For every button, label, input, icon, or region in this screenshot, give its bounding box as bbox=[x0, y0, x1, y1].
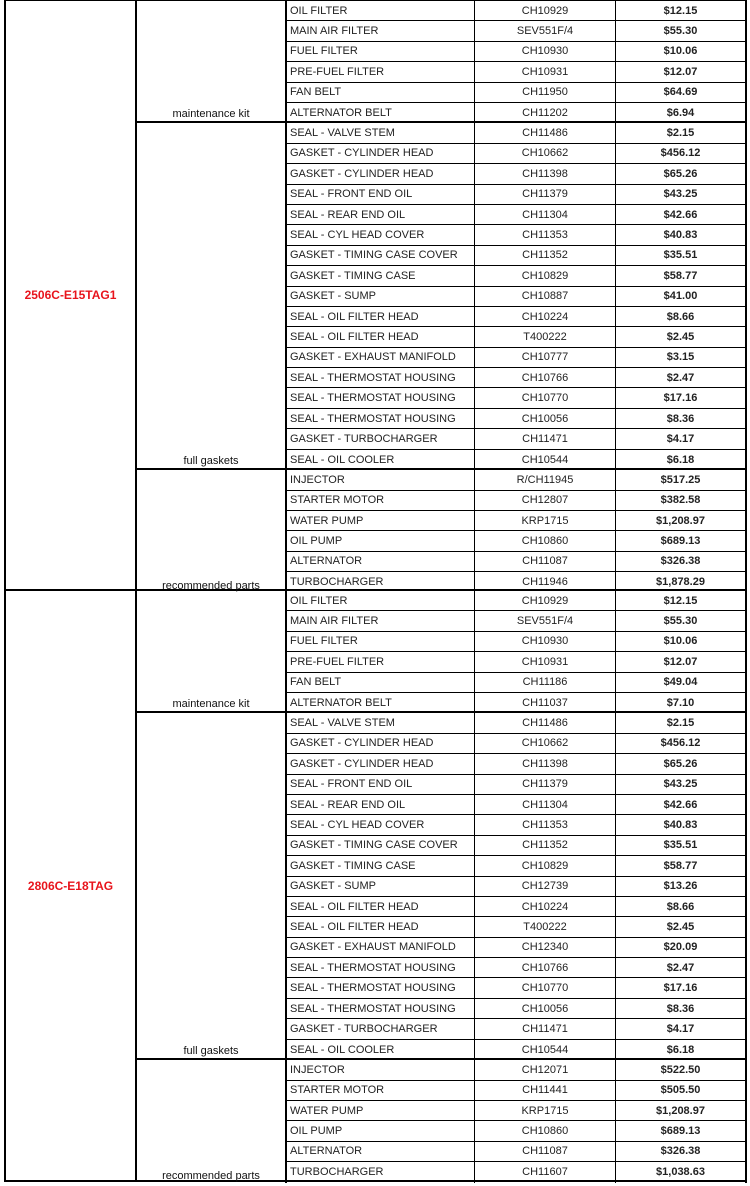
part-number: SEV551F/4 bbox=[475, 21, 616, 40]
engine-model-label: 2506C-E15TAG1 bbox=[24, 288, 117, 302]
part-price: $1,208.97 bbox=[616, 511, 747, 530]
part-description: INJECTOR bbox=[287, 1060, 475, 1079]
table-row bbox=[287, 266, 747, 286]
part-number: CH11607 bbox=[475, 1162, 616, 1182]
part-group bbox=[137, 591, 747, 713]
part-number: CH11398 bbox=[475, 164, 616, 183]
table-row bbox=[287, 1162, 747, 1182]
table-row bbox=[287, 713, 747, 733]
table-row bbox=[287, 1019, 747, 1039]
table-row bbox=[287, 1081, 747, 1101]
table-row bbox=[287, 775, 747, 795]
part-price: $55.30 bbox=[616, 21, 747, 40]
part-description: SEAL - OIL COOLER bbox=[287, 450, 475, 470]
part-number: KRP1715 bbox=[475, 1101, 616, 1120]
part-price: $58.77 bbox=[616, 856, 747, 875]
table-row bbox=[287, 652, 747, 672]
part-rows bbox=[287, 123, 747, 470]
table-row bbox=[287, 511, 747, 531]
part-description: MAIN AIR FILTER bbox=[287, 21, 475, 40]
part-price: $1,208.97 bbox=[616, 1101, 747, 1120]
part-description: TURBOCHARGER bbox=[287, 1162, 475, 1182]
part-description: STARTER MOTOR bbox=[287, 1081, 475, 1100]
part-price: $58.77 bbox=[616, 266, 747, 285]
part-price: $17.16 bbox=[616, 388, 747, 407]
group-label: maintenance kit bbox=[172, 108, 250, 121]
part-price: $2.45 bbox=[616, 327, 747, 346]
part-price: $1,878.29 bbox=[616, 572, 747, 592]
part-description: MAIN AIR FILTER bbox=[287, 611, 475, 630]
part-rows bbox=[287, 1, 747, 123]
part-number: CH10777 bbox=[475, 348, 616, 367]
part-rows bbox=[287, 591, 747, 713]
table-row bbox=[287, 552, 747, 572]
table-row bbox=[287, 21, 747, 41]
part-description: SEAL - CYL HEAD COVER bbox=[287, 225, 475, 244]
part-description: GASKET - TIMING CASE COVER bbox=[287, 836, 475, 855]
part-price: $8.66 bbox=[616, 897, 747, 916]
parts-price-table bbox=[4, 0, 747, 1182]
part-price: $689.13 bbox=[616, 1121, 747, 1140]
part-number: CH12807 bbox=[475, 491, 616, 510]
part-number: CH10829 bbox=[475, 856, 616, 875]
part-price: $4.17 bbox=[616, 1019, 747, 1038]
part-description: INJECTOR bbox=[287, 470, 475, 489]
part-price: $10.06 bbox=[616, 42, 747, 61]
part-number: CH11352 bbox=[475, 836, 616, 855]
part-number: CH11398 bbox=[475, 754, 616, 773]
part-price: $20.09 bbox=[616, 938, 747, 957]
part-description: SEAL - THERMOSTAT HOUSING bbox=[287, 999, 475, 1018]
part-description: GASKET - EXHAUST MANIFOLD bbox=[287, 348, 475, 367]
part-description: SEAL - THERMOSTAT HOUSING bbox=[287, 388, 475, 407]
table-row bbox=[287, 611, 747, 631]
part-number: T400222 bbox=[475, 327, 616, 346]
table-row bbox=[287, 491, 747, 511]
part-number: CH10766 bbox=[475, 368, 616, 387]
part-price: $4.17 bbox=[616, 429, 747, 448]
part-number: CH11087 bbox=[475, 552, 616, 571]
group-label-cell bbox=[137, 470, 287, 592]
table-row bbox=[287, 1142, 747, 1162]
part-number: CH11471 bbox=[475, 1019, 616, 1038]
part-number: CH11186 bbox=[475, 673, 616, 692]
table-row bbox=[287, 246, 747, 266]
part-description: GASKET - CYLINDER HEAD bbox=[287, 164, 475, 183]
part-number: CH10930 bbox=[475, 632, 616, 651]
part-price: $7.10 bbox=[616, 693, 747, 713]
part-group bbox=[137, 713, 747, 1060]
part-number: CH11379 bbox=[475, 185, 616, 204]
part-description: GASKET - CYLINDER HEAD bbox=[287, 734, 475, 753]
part-number: CH10662 bbox=[475, 144, 616, 163]
part-group bbox=[137, 1, 747, 123]
part-description: OIL FILTER bbox=[287, 591, 475, 610]
table-row bbox=[287, 795, 747, 815]
part-price: $13.26 bbox=[616, 877, 747, 896]
part-price: $35.51 bbox=[616, 246, 747, 265]
part-number: CH11037 bbox=[475, 693, 616, 713]
part-price: $3.15 bbox=[616, 348, 747, 367]
part-price: $6.18 bbox=[616, 450, 747, 470]
table-row bbox=[287, 1060, 747, 1080]
table-row bbox=[287, 409, 747, 429]
part-description: GASKET - CYLINDER HEAD bbox=[287, 754, 475, 773]
table-row bbox=[287, 185, 747, 205]
table-row bbox=[287, 429, 747, 449]
part-description: SEAL - THERMOSTAT HOUSING bbox=[287, 409, 475, 428]
engine-model-label: 2806C-E18TAG bbox=[27, 878, 114, 893]
part-price: $8.66 bbox=[616, 307, 747, 326]
part-description: SEAL - REAR END OIL bbox=[287, 795, 475, 814]
part-description: SEAL - OIL COOLER bbox=[287, 1040, 475, 1060]
part-description: SEAL - OIL FILTER HEAD bbox=[287, 897, 475, 916]
part-price: $2.45 bbox=[616, 917, 747, 936]
part-number: KRP1715 bbox=[475, 511, 616, 530]
part-price: $2.15 bbox=[616, 123, 747, 142]
part-number: CH11486 bbox=[475, 713, 616, 732]
group-label-cell bbox=[137, 1060, 287, 1182]
part-price: $12.07 bbox=[616, 62, 747, 81]
part-number: CH10056 bbox=[475, 999, 616, 1018]
part-number: CH12340 bbox=[475, 938, 616, 957]
part-price: $517.25 bbox=[616, 470, 747, 489]
part-group bbox=[137, 123, 747, 470]
part-number: CH10829 bbox=[475, 266, 616, 285]
part-groups bbox=[137, 1, 747, 592]
part-description: GASKET - CYLINDER HEAD bbox=[287, 144, 475, 163]
table-row bbox=[287, 877, 747, 897]
part-number: CH11087 bbox=[475, 1142, 616, 1161]
part-description: FUEL FILTER bbox=[287, 632, 475, 651]
part-description: OIL FILTER bbox=[287, 1, 475, 20]
part-price: $689.13 bbox=[616, 531, 747, 550]
table-row bbox=[287, 572, 747, 592]
table-row bbox=[287, 531, 747, 551]
group-label-cell bbox=[137, 1, 287, 121]
table-row bbox=[287, 1, 747, 21]
part-price: $2.47 bbox=[616, 368, 747, 387]
part-description: ALTERNATOR bbox=[287, 552, 475, 571]
part-price: $522.50 bbox=[616, 1060, 747, 1079]
part-number: CH10662 bbox=[475, 734, 616, 753]
table-row bbox=[287, 327, 747, 347]
table-row bbox=[287, 307, 747, 327]
part-description: SEAL - FRONT END OIL bbox=[287, 775, 475, 794]
part-description: SEAL - THERMOSTAT HOUSING bbox=[287, 368, 475, 387]
part-number: CH11379 bbox=[475, 775, 616, 794]
table-row bbox=[287, 225, 747, 245]
table-row bbox=[287, 470, 747, 490]
table-row bbox=[287, 144, 747, 164]
part-number: CH10929 bbox=[475, 591, 616, 610]
table-row bbox=[287, 856, 747, 876]
table-row bbox=[287, 42, 747, 62]
table-row bbox=[287, 368, 747, 388]
group-label: recommended parts bbox=[162, 1169, 260, 1182]
part-number: CH10860 bbox=[475, 1121, 616, 1140]
part-price: $456.12 bbox=[616, 144, 747, 163]
part-number: CH12739 bbox=[475, 877, 616, 896]
part-number: CH11950 bbox=[475, 83, 616, 102]
part-price: $64.69 bbox=[616, 83, 747, 102]
part-price: $49.04 bbox=[616, 673, 747, 692]
part-price: $43.25 bbox=[616, 775, 747, 794]
part-price: $8.36 bbox=[616, 409, 747, 428]
part-price: $505.50 bbox=[616, 1081, 747, 1100]
table-row bbox=[287, 123, 747, 143]
group-label-cell bbox=[137, 713, 287, 1058]
part-rows bbox=[287, 1060, 747, 1182]
part-description: GASKET - SUMP bbox=[287, 877, 475, 896]
table-row bbox=[287, 917, 747, 937]
part-description: SEAL - OIL FILTER HEAD bbox=[287, 327, 475, 346]
part-number: CH10056 bbox=[475, 409, 616, 428]
part-group bbox=[137, 470, 747, 592]
table-row bbox=[287, 693, 747, 713]
table-row bbox=[287, 836, 747, 856]
part-number: CH10929 bbox=[475, 1, 616, 20]
part-description: PRE-FUEL FILTER bbox=[287, 62, 475, 81]
part-description: SEAL - CYL HEAD COVER bbox=[287, 815, 475, 834]
part-price: $326.38 bbox=[616, 1142, 747, 1161]
part-number: CH10766 bbox=[475, 958, 616, 977]
part-price: $8.36 bbox=[616, 999, 747, 1018]
part-price: $12.15 bbox=[616, 591, 747, 610]
part-description: GASKET - TIMING CASE COVER bbox=[287, 246, 475, 265]
part-number: SEV551F/4 bbox=[475, 611, 616, 630]
table-row bbox=[287, 734, 747, 754]
part-description: WATER PUMP bbox=[287, 511, 475, 530]
part-number: CH11946 bbox=[475, 572, 616, 592]
table-row bbox=[287, 938, 747, 958]
part-description: ALTERNATOR bbox=[287, 1142, 475, 1161]
part-description: OIL PUMP bbox=[287, 1121, 475, 1140]
part-number: CH12071 bbox=[475, 1060, 616, 1079]
part-number: CH10224 bbox=[475, 897, 616, 916]
part-rows bbox=[287, 470, 747, 592]
part-number: T400222 bbox=[475, 917, 616, 936]
engine-model-cell bbox=[6, 591, 137, 1180]
part-number: CH10860 bbox=[475, 531, 616, 550]
part-description: SEAL - THERMOSTAT HOUSING bbox=[287, 978, 475, 997]
part-number: CH11304 bbox=[475, 205, 616, 224]
part-number: CH10931 bbox=[475, 652, 616, 671]
table-row bbox=[287, 1101, 747, 1121]
part-description: SEAL - VALVE STEM bbox=[287, 123, 475, 142]
part-description: ALTERNATOR BELT bbox=[287, 693, 475, 713]
part-number: CH11352 bbox=[475, 246, 616, 265]
table-row bbox=[287, 815, 747, 835]
table-row bbox=[287, 754, 747, 774]
part-number: CH11441 bbox=[475, 1081, 616, 1100]
part-price: $6.18 bbox=[616, 1040, 747, 1060]
part-price: $17.16 bbox=[616, 978, 747, 997]
part-price: $40.83 bbox=[616, 225, 747, 244]
part-price: $2.47 bbox=[616, 958, 747, 977]
part-description: SEAL - REAR END OIL bbox=[287, 205, 475, 224]
table-row bbox=[287, 632, 747, 652]
table-row bbox=[287, 673, 747, 693]
part-price: $35.51 bbox=[616, 836, 747, 855]
part-price: $2.15 bbox=[616, 713, 747, 732]
part-number: R/CH11945 bbox=[475, 470, 616, 489]
part-price: $55.30 bbox=[616, 611, 747, 630]
part-price: $40.83 bbox=[616, 815, 747, 834]
table-row bbox=[287, 348, 747, 368]
part-rows bbox=[287, 713, 747, 1060]
part-number: CH10931 bbox=[475, 62, 616, 81]
part-price: $43.25 bbox=[616, 185, 747, 204]
group-label-cell bbox=[137, 123, 287, 468]
table-row bbox=[287, 978, 747, 998]
part-description: SEAL - VALVE STEM bbox=[287, 713, 475, 732]
part-price: $42.66 bbox=[616, 795, 747, 814]
part-number: CH10887 bbox=[475, 287, 616, 306]
engine-model-cell bbox=[6, 1, 137, 589]
table-row bbox=[287, 897, 747, 917]
part-description: WATER PUMP bbox=[287, 1101, 475, 1120]
table-row bbox=[287, 958, 747, 978]
part-description: SEAL - THERMOSTAT HOUSING bbox=[287, 958, 475, 977]
part-number: CH10224 bbox=[475, 307, 616, 326]
part-description: TURBOCHARGER bbox=[287, 572, 475, 592]
table-row bbox=[287, 999, 747, 1019]
table-row bbox=[287, 62, 747, 82]
part-number: CH10544 bbox=[475, 1040, 616, 1060]
part-price: $12.07 bbox=[616, 652, 747, 671]
engine-block bbox=[4, 591, 747, 1182]
table-row bbox=[287, 1040, 747, 1060]
part-number: CH11353 bbox=[475, 225, 616, 244]
part-price: $6.94 bbox=[616, 103, 747, 123]
part-price: $1,038.63 bbox=[616, 1162, 747, 1182]
table-row bbox=[287, 591, 747, 611]
part-description: STARTER MOTOR bbox=[287, 491, 475, 510]
part-description: ALTERNATOR BELT bbox=[287, 103, 475, 123]
part-description: OIL PUMP bbox=[287, 531, 475, 550]
part-description: GASKET - TIMING CASE bbox=[287, 856, 475, 875]
part-number: CH10770 bbox=[475, 388, 616, 407]
part-description: GASKET - EXHAUST MANIFOLD bbox=[287, 938, 475, 957]
part-number: CH11304 bbox=[475, 795, 616, 814]
table-row bbox=[287, 103, 747, 123]
engine-block bbox=[4, 0, 747, 591]
group-label-cell bbox=[137, 591, 287, 711]
table-row bbox=[287, 83, 747, 103]
part-group bbox=[137, 1060, 747, 1182]
part-number: CH11471 bbox=[475, 429, 616, 448]
part-number: CH11353 bbox=[475, 815, 616, 834]
part-price: $12.15 bbox=[616, 1, 747, 20]
table-row bbox=[287, 450, 747, 470]
part-description: PRE-FUEL FILTER bbox=[287, 652, 475, 671]
part-description: SEAL - FRONT END OIL bbox=[287, 185, 475, 204]
part-description: FAN BELT bbox=[287, 673, 475, 692]
part-number: CH11486 bbox=[475, 123, 616, 142]
part-description: GASKET - TURBOCHARGER bbox=[287, 1019, 475, 1038]
part-description: GASKET - SUMP bbox=[287, 287, 475, 306]
part-description: SEAL - OIL FILTER HEAD bbox=[287, 917, 475, 936]
part-description: SEAL - OIL FILTER HEAD bbox=[287, 307, 475, 326]
group-label: recommended parts bbox=[162, 579, 260, 592]
part-description: GASKET - TIMING CASE bbox=[287, 266, 475, 285]
part-price: $10.06 bbox=[616, 632, 747, 651]
part-number: CH11202 bbox=[475, 103, 616, 123]
part-description: FUEL FILTER bbox=[287, 42, 475, 61]
table-row bbox=[287, 1121, 747, 1141]
part-price: $41.00 bbox=[616, 287, 747, 306]
part-number: CH10770 bbox=[475, 978, 616, 997]
part-price: $382.58 bbox=[616, 491, 747, 510]
table-row bbox=[287, 388, 747, 408]
group-label: full gaskets bbox=[183, 455, 239, 468]
part-price: $456.12 bbox=[616, 734, 747, 753]
table-row bbox=[287, 205, 747, 225]
part-price: $65.26 bbox=[616, 164, 747, 183]
part-number: CH10544 bbox=[475, 450, 616, 470]
part-price: $42.66 bbox=[616, 205, 747, 224]
part-number: CH10930 bbox=[475, 42, 616, 61]
part-price: $326.38 bbox=[616, 552, 747, 571]
table-row bbox=[287, 164, 747, 184]
part-description: GASKET - TURBOCHARGER bbox=[287, 429, 475, 448]
group-label: maintenance kit bbox=[172, 698, 250, 711]
table-row bbox=[287, 287, 747, 307]
group-label: full gaskets bbox=[183, 1045, 239, 1058]
part-price: $65.26 bbox=[616, 754, 747, 773]
part-groups bbox=[137, 591, 747, 1180]
part-description: FAN BELT bbox=[287, 83, 475, 102]
